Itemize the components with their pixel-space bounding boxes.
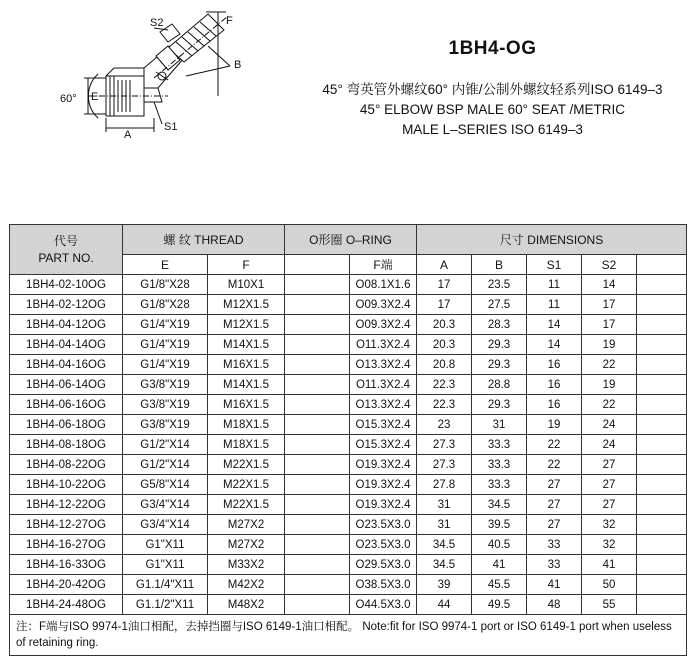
cell-s1: 16 xyxy=(527,375,582,395)
label-e: E xyxy=(91,91,99,103)
cell-e: G1/4"X19 xyxy=(123,355,208,375)
table-body xyxy=(10,275,687,615)
header-part-no xyxy=(10,225,123,275)
cell-blank xyxy=(285,555,350,575)
cell-s2: 19 xyxy=(582,335,637,355)
cell-a: 34.5 xyxy=(417,555,472,575)
cell-a: 27.8 xyxy=(417,475,472,495)
cell-a: 34.5 xyxy=(417,535,472,555)
cell-e: G3/8"X19 xyxy=(123,375,208,395)
cell-b: 33.3 xyxy=(472,455,527,475)
cell-s2: 27 xyxy=(582,495,637,515)
cell-blank xyxy=(285,455,350,475)
header-a: A xyxy=(417,255,472,275)
cell-part: 1BH4-10-22OG xyxy=(10,475,123,495)
cell-a: 22.3 xyxy=(417,395,472,415)
cell-blank xyxy=(285,475,350,495)
header-part-cn: 代号 xyxy=(53,233,78,248)
cell-a: 39 xyxy=(417,575,472,595)
header-s1: S1 xyxy=(527,255,582,275)
cell-a: 17 xyxy=(417,275,472,295)
cell-e: G1/4"X19 xyxy=(123,335,208,355)
cell-s1: 19 xyxy=(527,415,582,435)
cell-blank xyxy=(637,275,687,295)
cell-blank xyxy=(285,435,350,455)
cell-e: G1/8"X28 xyxy=(123,275,208,295)
cell-s1: 16 xyxy=(527,355,582,375)
table-row xyxy=(10,555,687,575)
table-row xyxy=(10,595,687,615)
cell-a: 22.3 xyxy=(417,375,472,395)
cell-part: 1BH4-12-22OG xyxy=(10,495,123,515)
cell-oring: O13.3X2.4 xyxy=(350,355,417,375)
cell-b: 23.5 xyxy=(472,275,527,295)
cell-part: 1BH4-16-27OG xyxy=(10,535,123,555)
cell-blank xyxy=(285,355,350,375)
table-row xyxy=(10,455,687,475)
table-row xyxy=(10,315,687,335)
cell-s2: 55 xyxy=(582,595,637,615)
cell-oring: O09.3X2.4 xyxy=(350,315,417,335)
cell-blank xyxy=(637,475,687,495)
cell-oring: O08.1X1.6 xyxy=(350,275,417,295)
cell-part: 1BH4-04-14OG xyxy=(10,335,123,355)
cell-f: M14X1.5 xyxy=(208,375,285,395)
header-e: E xyxy=(123,255,208,275)
cell-oring: O19.3X2.4 xyxy=(350,475,417,495)
cell-oring: O09.3X2.4 xyxy=(350,295,417,315)
cell-s2: 24 xyxy=(582,435,637,455)
table-row xyxy=(10,295,687,315)
cell-a: 31 xyxy=(417,495,472,515)
header-f-end: F端 xyxy=(350,255,417,275)
cell-f: M14X1.5 xyxy=(208,335,285,355)
cell-a: 23 xyxy=(417,415,472,435)
cell-blank xyxy=(637,375,687,395)
cell-part: 1BH4-16-33OG xyxy=(10,555,123,575)
cell-b: 41 xyxy=(472,555,527,575)
cell-f: M12X1.5 xyxy=(208,315,285,335)
table-row xyxy=(10,395,687,415)
cell-part: 1BH4-08-22OG xyxy=(10,455,123,475)
cell-e: G1/4"X19 xyxy=(123,315,208,335)
cell-oring: O11.3X2.4 xyxy=(350,375,417,395)
cell-b: 31 xyxy=(472,415,527,435)
header-part-en: PART NO. xyxy=(38,250,94,265)
cell-oring: O23.5X3.0 xyxy=(350,515,417,535)
cell-b: 29.3 xyxy=(472,355,527,375)
cell-a: 20.3 xyxy=(417,335,472,355)
label-s1: S1 xyxy=(164,121,178,133)
title-chinese: 45° 弯英管外螺纹60° 内锥/公制外螺纹轻系列ISO 6149–3 xyxy=(322,82,663,97)
cell-oring: O19.3X2.4 xyxy=(350,495,417,515)
cell-s1: 27 xyxy=(527,515,582,535)
cell-oring: O15.3X2.4 xyxy=(350,415,417,435)
cell-blank xyxy=(285,295,350,315)
cell-blank xyxy=(285,375,350,395)
cell-f: M27X2 xyxy=(208,515,285,535)
cell-part: 1BH4-06-18OG xyxy=(10,415,123,435)
header-b: B xyxy=(472,255,527,275)
cell-b: 40.5 xyxy=(472,535,527,555)
cell-s2: 14 xyxy=(582,275,637,295)
cell-s2: 22 xyxy=(582,355,637,375)
label-b: B xyxy=(234,59,242,71)
label-a: A xyxy=(124,129,132,140)
cell-b: 33.3 xyxy=(472,475,527,495)
cell-a: 20.8 xyxy=(417,355,472,375)
table-note: 注：F端与ISO 9974-1油口相配，去掉挡圈与ISO 6149-1油口相配。 Note:fit for ISO 9974-1 port or ISO 6149-1 port when useless of retaining ring. xyxy=(10,615,687,656)
fitting-drawing xyxy=(58,6,258,140)
cell-oring: O38.5X3.0 xyxy=(350,575,417,595)
table-row xyxy=(10,275,687,295)
cell-s1: 48 xyxy=(527,595,582,615)
cell-b: 29.3 xyxy=(472,335,527,355)
header-f: F xyxy=(208,255,285,275)
cell-blank xyxy=(285,415,350,435)
cell-s1: 22 xyxy=(527,455,582,475)
cell-oring: O19.3X2.4 xyxy=(350,455,417,475)
cell-s1: 27 xyxy=(527,475,582,495)
cell-b: 29.3 xyxy=(472,395,527,415)
cell-s2: 27 xyxy=(582,455,637,475)
cell-blank xyxy=(637,555,687,575)
cell-blank xyxy=(637,575,687,595)
cell-blank xyxy=(637,515,687,535)
cell-e: G1"X11 xyxy=(123,555,208,575)
cell-a: 44 xyxy=(417,595,472,615)
header-oring: O形圈 O–RING xyxy=(285,225,417,255)
cell-part: 1BH4-12-27OG xyxy=(10,515,123,535)
cell-e: G1/2"X14 xyxy=(123,435,208,455)
cell-f: M16X1.5 xyxy=(208,355,285,375)
cell-part: 1BH4-02-12OG xyxy=(10,295,123,315)
cell-f: M42X2 xyxy=(208,575,285,595)
cell-s1: 14 xyxy=(527,335,582,355)
cell-s1: 33 xyxy=(527,555,582,575)
cell-s2: 27 xyxy=(582,475,637,495)
cell-b: 27.5 xyxy=(472,295,527,315)
table-row xyxy=(10,415,687,435)
cell-a: 27.3 xyxy=(417,455,472,475)
cell-s2: 32 xyxy=(582,535,637,555)
label-s2: S2 xyxy=(150,17,164,29)
cell-e: G1.1/2"X11 xyxy=(123,595,208,615)
cell-part: 1BH4-24-48OG xyxy=(10,595,123,615)
title-english-line1: 45° ELBOW BSP MALE 60° SEAT /METRIC xyxy=(359,102,626,117)
cell-blank xyxy=(637,435,687,455)
cell-a: 17 xyxy=(417,295,472,315)
header-thread: 螺 纹 THREAD xyxy=(123,225,285,255)
cell-blank xyxy=(637,595,687,615)
table-row xyxy=(10,335,687,355)
cell-s1: 16 xyxy=(527,395,582,415)
header-extra-blank xyxy=(637,255,687,275)
cell-blank xyxy=(637,495,687,515)
cell-e: G1/2"X14 xyxy=(123,455,208,475)
cell-blank xyxy=(285,535,350,555)
cell-blank xyxy=(285,495,350,515)
cell-oring: O15.3X2.4 xyxy=(350,435,417,455)
cell-blank xyxy=(285,315,350,335)
cell-s2: 22 xyxy=(582,395,637,415)
cell-blank xyxy=(285,515,350,535)
cell-blank xyxy=(637,415,687,435)
cell-s1: 33 xyxy=(527,535,582,555)
cell-part: 1BH4-02-10OG xyxy=(10,275,123,295)
cell-a: 31 xyxy=(417,515,472,535)
cell-blank xyxy=(637,395,687,415)
cell-part: 1BH4-20-42OG xyxy=(10,575,123,595)
cell-f: M27X2 xyxy=(208,535,285,555)
cell-f: M48X2 xyxy=(208,595,285,615)
cell-e: G1/8"X28 xyxy=(123,295,208,315)
cell-s2: 17 xyxy=(582,315,637,335)
cell-part: 1BH4-04-12OG xyxy=(10,315,123,335)
label-f: F xyxy=(226,15,233,27)
cell-s2: 17 xyxy=(582,295,637,315)
cell-blank xyxy=(637,295,687,315)
cell-f: M33X2 xyxy=(208,555,285,575)
cell-a: 27.3 xyxy=(417,435,472,455)
cell-blank xyxy=(637,455,687,475)
cell-s1: 41 xyxy=(527,575,582,595)
cell-part: 1BH4-08-18OG xyxy=(10,435,123,455)
cell-f: M18X1.5 xyxy=(208,435,285,455)
cell-blank xyxy=(285,335,350,355)
cell-s2: 50 xyxy=(582,575,637,595)
cell-e: G5/8"X14 xyxy=(123,475,208,495)
cell-oring: O11.3X2.4 xyxy=(350,335,417,355)
cell-b: 28.3 xyxy=(472,315,527,335)
table-row xyxy=(10,475,687,495)
table-row xyxy=(10,575,687,595)
title-block xyxy=(300,38,685,140)
table-row xyxy=(10,375,687,395)
cell-part: 1BH4-04-16OG xyxy=(10,355,123,375)
table-row xyxy=(10,355,687,375)
cell-blank xyxy=(637,335,687,355)
header-s2: S2 xyxy=(582,255,637,275)
cell-part: 1BH4-06-14OG xyxy=(10,375,123,395)
cell-s2: 41 xyxy=(582,555,637,575)
cell-e: G3/4"X14 xyxy=(123,515,208,535)
cell-e: G3/4"X14 xyxy=(123,495,208,515)
cell-part: 1BH4-06-16OG xyxy=(10,395,123,415)
cell-b: 28.8 xyxy=(472,375,527,395)
cell-oring: O44.5X3.0 xyxy=(350,595,417,615)
header-oring-blank xyxy=(285,255,350,275)
cell-blank xyxy=(285,395,350,415)
cell-f: M22X1.5 xyxy=(208,495,285,515)
title-english-line2: MALE L–SERIES ISO 6149–3 xyxy=(402,122,583,137)
cell-oring: O13.3X2.4 xyxy=(350,395,417,415)
cell-s1: 11 xyxy=(527,275,582,295)
cell-blank xyxy=(285,575,350,595)
cell-e: G3/8"X19 xyxy=(123,415,208,435)
part-code: 1BH4-OG xyxy=(448,38,537,59)
cell-s2: 24 xyxy=(582,415,637,435)
table-row xyxy=(10,495,687,515)
cell-s1: 27 xyxy=(527,495,582,515)
table-row xyxy=(10,435,687,455)
spec-table xyxy=(9,224,687,656)
cell-blank xyxy=(285,595,350,615)
cell-blank xyxy=(637,315,687,335)
header-dimensions: 尺寸 DIMENSIONS xyxy=(417,225,687,255)
cell-oring: O29.5X3.0 xyxy=(350,555,417,575)
cell-s2: 19 xyxy=(582,375,637,395)
cell-s2: 32 xyxy=(582,515,637,535)
cell-b: 34.5 xyxy=(472,495,527,515)
cell-oring: O23.5X3.0 xyxy=(350,535,417,555)
cell-b: 45.5 xyxy=(472,575,527,595)
cell-s1: 22 xyxy=(527,435,582,455)
cell-b: 49.5 xyxy=(472,595,527,615)
cell-e: G1"X11 xyxy=(123,535,208,555)
table-row xyxy=(10,515,687,535)
cell-f: M10X1 xyxy=(208,275,285,295)
label-angle: 60° xyxy=(60,93,77,105)
cell-e: G3/8"X19 xyxy=(123,395,208,415)
cell-e: G1.1/4"X11 xyxy=(123,575,208,595)
table-row xyxy=(10,535,687,555)
cell-f: M22X1.5 xyxy=(208,475,285,495)
cell-a: 20.3 xyxy=(417,315,472,335)
cell-b: 33.3 xyxy=(472,435,527,455)
cell-f: M22X1.5 xyxy=(208,455,285,475)
cell-f: M12X1.5 xyxy=(208,295,285,315)
cell-f: M18X1.5 xyxy=(208,415,285,435)
cell-s1: 11 xyxy=(527,295,582,315)
cell-blank xyxy=(637,355,687,375)
cell-blank xyxy=(637,535,687,555)
cell-b: 39.5 xyxy=(472,515,527,535)
cell-blank xyxy=(285,275,350,295)
cell-f: M16X1.5 xyxy=(208,395,285,415)
cell-s1: 14 xyxy=(527,315,582,335)
